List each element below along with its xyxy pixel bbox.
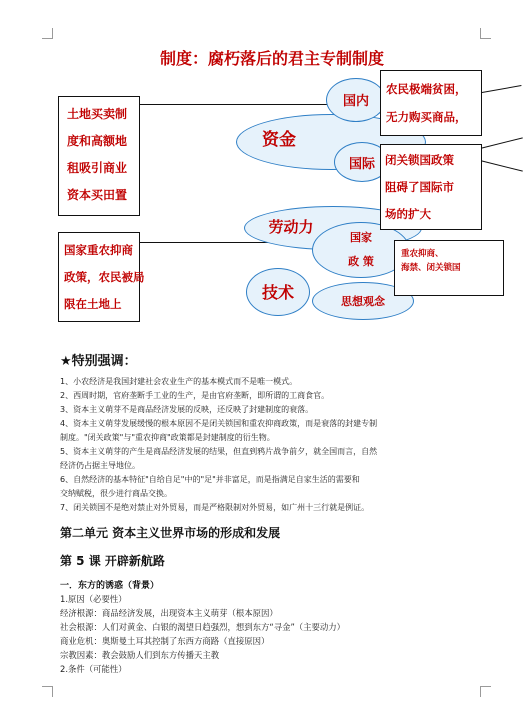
connector-line [480, 160, 523, 172]
ellipse-guoji: 国际 [334, 142, 390, 182]
body-line: 经济根源：商品经济发展，出现资本主义萌芽（根本原因） [60, 608, 278, 618]
crop-mark-bottom-left [42, 686, 53, 697]
list-item: 3、资本主义萌芽不是商品经济发展的反映，还反映了封建制度的衰落。 [60, 405, 314, 414]
list-item: 交纳赋税，很少进行商品交换。 [60, 489, 172, 498]
ellipse-sixiang: 思想观念 [312, 282, 414, 320]
body-line: 商业危机：奥斯曼土耳其控制了东西方商路（直接原因） [60, 636, 270, 646]
crop-mark-top-left [42, 28, 53, 39]
crop-mark-top-right [480, 28, 491, 39]
list-item: 制度。"闭关政策"与"重农抑商"政策都是封建制度的衍生物。 [60, 433, 275, 442]
unit-title: 第二单元 资本主义世界市场的形成和发展 [60, 526, 281, 540]
ellipse-jishu: 技术 [246, 268, 310, 316]
left-box-state-policy: 国家重农抑商 政策，农民被局 限在土地上 [58, 232, 140, 322]
emphasis-heading: ★特别强调： [60, 354, 137, 369]
left-box-land-trade: 土地买卖制 度和高额地 租吸引商业 资本买田置 [58, 96, 140, 216]
right-box-domestic: 农民极端贫困， 无力购买商品， [380, 70, 482, 136]
connector-line [480, 137, 523, 149]
crop-mark-bottom-right [480, 686, 491, 697]
body-line: 社会根源：人们对黄金、白银的渴望日趋强烈，想到东方“寻金”（主要动力） [60, 622, 346, 632]
section-heading: 一．东方的诱惑（背景） [60, 581, 160, 591]
body-line: 1.原因（必要性） [60, 594, 127, 604]
right-box-policy: 重农抑商、 海禁、闭关锁国 [394, 240, 504, 296]
ellipse-zijin: 资金 [236, 114, 426, 170]
body-line: 2.条件（可能性） [60, 664, 127, 674]
connector-line [140, 104, 330, 105]
diagram-title: 制度：腐朽落后的君主专制制度 [160, 49, 385, 68]
list-item: 4、资本主义萌芽发展缓慢的根本原因不是闭关锁国和重农抑商政策，而是衰落的封建专制 [60, 419, 378, 428]
ellipse-guojia-zhengce: 国家 政 策 [312, 222, 410, 278]
list-item: 7、闭关锁国不是绝对禁止对外贸易，而是严格限制对外贸易，如广州十三行就是例证。 [60, 503, 370, 512]
list-item: 1、小农经济是我国封建社会农业生产的基本模式而不是唯一模式。 [60, 377, 298, 386]
list-item: 2、西周时期，官府垄断手工业的生产，是由官府垄断，即所谓的工商食官。 [60, 391, 330, 400]
connector-line [482, 85, 522, 93]
ellipse-laodongli: 劳动力 [244, 206, 422, 250]
right-box-international: 闭关锁国政策 阻碍了国际市 场的扩大 [380, 144, 482, 230]
body-line: 宗教因素：教会鼓励人们到东方传播天主教 [60, 650, 220, 660]
list-item: 经济仍占据主导地位。 [60, 461, 140, 470]
lesson-title: 第 5 课 开辟新航路 [60, 554, 165, 568]
ellipse-guonei: 国内 [326, 78, 386, 122]
list-item: 6、自然经济的基本特征"自给自足"中的"足"并非富足，而是指满足自家生活的需要和 [60, 475, 360, 484]
list-item: 5、资本主义萌芽的产生是商品经济发展的结果，但直到鸦片战争前夕，就全国而言，自然 [60, 447, 378, 456]
